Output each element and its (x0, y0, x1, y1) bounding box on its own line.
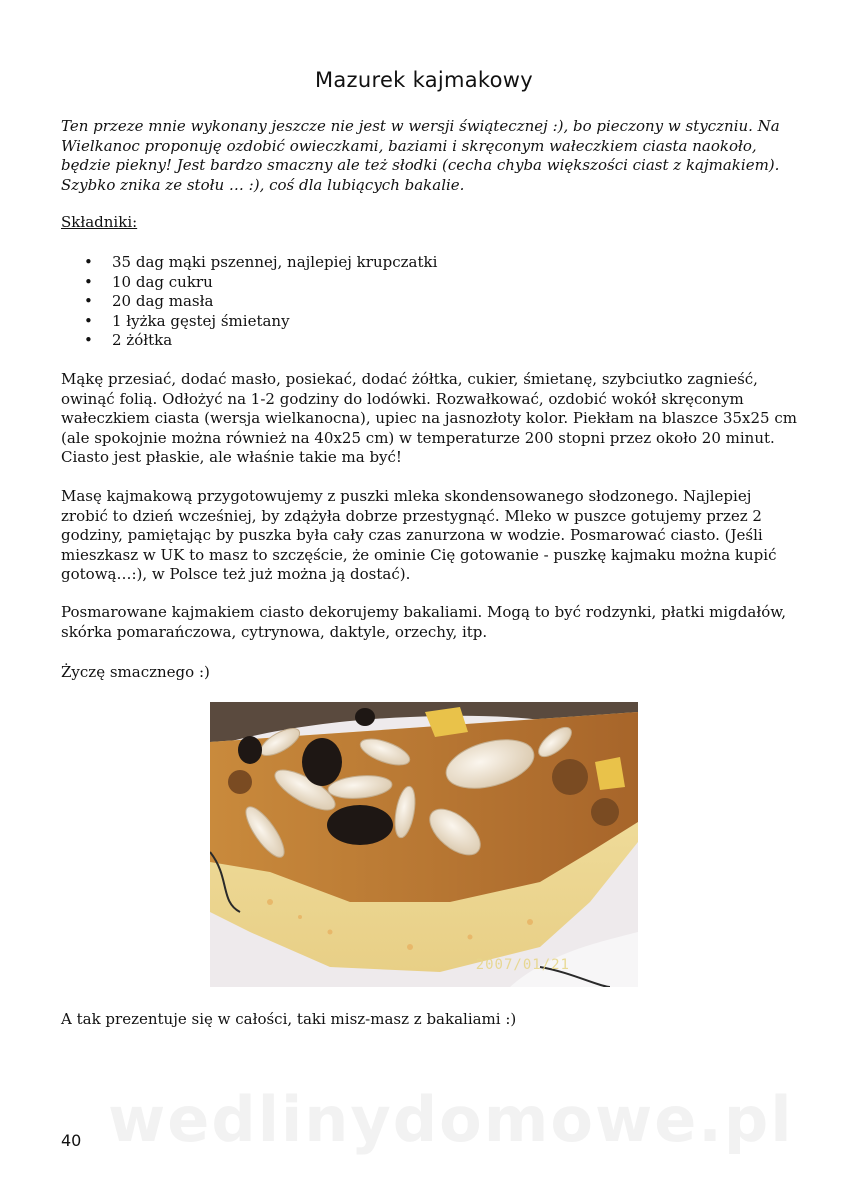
ingredients-list (61, 253, 437, 351)
page-number: 40 (61, 1131, 82, 1150)
ingredient-item: • 10 dag cukru (61, 273, 437, 293)
photo-caption: A tak prezentuje się w całości, taki misz-masz z bakaliami :) (61, 1010, 517, 1028)
closing-wish: Życzę smacznego :) (61, 663, 210, 681)
ingredient-item: • 20 dag masła (61, 292, 437, 312)
ingredient-item: • 35 dag mąki pszennej, najlepiej krupczatki (61, 253, 437, 273)
ingredient-item: • 1 łyżka gęstej śmietany (61, 312, 437, 332)
cake-photo (210, 702, 638, 987)
decoration-paragraph: Posmarowane kajmakiem ciasto dekorujemy bakaliami. Mogą to być rodzynki, płatki migdałów, skórka pomarańczowa, cytrynowa, daktyle, orzechy, itp. (61, 603, 787, 641)
page-title: Mazurek kajmakowy (314, 68, 534, 92)
ingredient-item: • 2 żółtka (61, 331, 437, 351)
caramel-instructions-paragraph: Masę kajmakową przygotowujemy z puszki mleka skondensowanego słodzonego. Najlepiej zrobić to dzień wcześniej, by zdążyła dobrze przestygnąć. Mleko w puszce gotujemy przez 2 godziny, pamiętając by puszka była cały czas zanurzona w wodzie. Posmarować ciasto. (Jeśli mieszkasz w UK to masz to szczęście, że ominie Cię gotowanie - puszkę kajmaku można kupić gotową…:), w Polsce też już można ją dostać). (61, 487, 777, 583)
photo-date-stamp: 2007/01/21 (475, 957, 570, 973)
cake-illustration (210, 702, 638, 987)
dough-instructions-paragraph: Mąkę przesiać, dodać masło, posiekać, dodać żółtka, cukier, śmietanę, szybciutko zagnieść, owinąć folią. Odłożyć na 1-2 godziny do lodówki. Rozwałkować, ozdobić wokół skręconym wałeczkiem ciasta (wersja wielkanocna), upiec na jasnozłoty kolor. Piekłam na blaszce 35x25 cm (ale spokojnie można również na 40x25 cm) w temperaturze 200 stopni przez około 20 minut. Ciasto jest płaskie, ale właśnie takie ma być! (61, 370, 797, 466)
watermark: wedlinydomowe.pl (108, 1083, 794, 1156)
intro-paragraph: Ten przeze mnie wykonany jeszcze nie jest w wersji świątecznej :), bo pieczony w styczniu. Na Wielkanoc proponuję ozdobić owieczkami, baziami i skręconym wałeczkiem ciasta naokoło, będzie piekny! Jest bardzo smaczny ale też słodki (cecha chyba większości ciast z kajmakiem). Szybko znika ze stołu … :), coś dla lubiących bakalie. (61, 117, 780, 194)
ingredients-heading: Składniki: (61, 213, 138, 231)
